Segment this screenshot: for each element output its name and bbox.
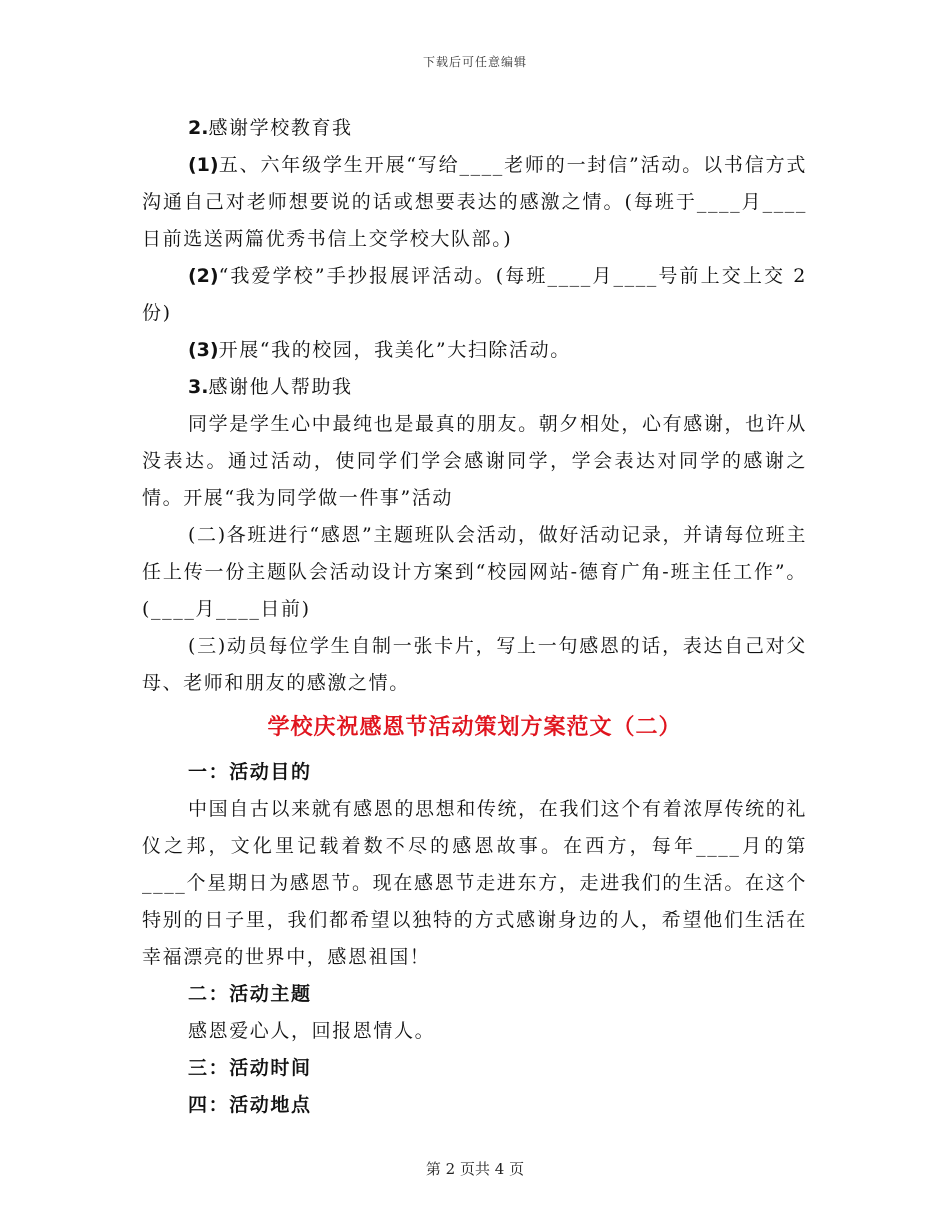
sub-item-text: 五、六年级学生开展“写给____老师的一封信”活动。以书信方式沟通自己对老师想要说的话或想要表达的感激之情。(每班于____月____日前选送两篇优秀书信上交学校大队部。)	[142, 154, 807, 250]
sub-item-number: (2)	[188, 265, 219, 287]
sub-item-1	[142, 147, 807, 258]
body-paragraph-er: (二)各班进行“感恩”主题班队会活动，做好活动记录，并请每位班主任上传一份主题队会活动设计方案到“校园网站-德育广角-班主任工作”。(____月____日前)	[142, 524, 807, 620]
page-content	[142, 110, 807, 1124]
list-item-3	[142, 369, 807, 406]
section-heading-2: 二：活动主题	[188, 983, 312, 1005]
item-number: 2.	[188, 117, 209, 139]
list-item-2	[142, 110, 807, 147]
page-header: 下载后可任意编辑	[422, 55, 527, 69]
body-paragraph-san: (三)动员每位学生自制一张卡片，写上一句感恩的话，表达自己对父母、老师和朋友的感激之情。	[142, 635, 807, 694]
section-heading-1: 一：活动目的	[188, 761, 312, 783]
item-text: 感谢学校教育我	[208, 117, 353, 139]
section-heading-4: 四：活动地点	[188, 1094, 312, 1116]
body-paragraph: 同学是学生心中最纯也是最真的朋友。朝夕相处，心有感谢，也许从没表达。通过活动，使同学们学会感谢同学，学会表达对同学的感谢之情。开展“我为同学做一件事”活动	[142, 413, 807, 509]
item-number: 3.	[188, 376, 209, 398]
section-heading-3: 三：活动时间	[188, 1057, 312, 1079]
sub-item-number: (3)	[188, 339, 219, 361]
item-text: 感谢他人帮助我	[208, 376, 353, 398]
body-paragraph-theme: 感恩爱心人，回报恩情人。	[188, 1020, 436, 1042]
sub-item-2	[142, 258, 807, 332]
sub-item-text: 开展“我的校园，我美化”大扫除活动。	[218, 339, 571, 361]
page-footer: 第 2 页共 4 页	[425, 1160, 525, 1178]
sub-item-number: (1)	[188, 154, 219, 176]
sub-item-3	[142, 332, 807, 369]
body-paragraph-purpose: 中国自古以来就有感恩的思想和传统，在我们这个有着浓厚传统的礼仪之邦，文化里记载着数不尽的感恩故事。在西方，每年____月的第____个星期日为感恩节。现在感恩节走进东方，走进我们的生活。在这个特别的日子里，我们都希望以独特的方式感谢身边的人，希望他们生活在幸福漂亮的世界中，感恩祖国！	[142, 798, 807, 968]
section-title: 学校庆祝感恩节活动策划方案范文（二）	[267, 715, 682, 740]
sub-item-text: “我爱学校”手抄报展评活动。(每班____月____号前上交上交 2 份)	[142, 265, 807, 324]
